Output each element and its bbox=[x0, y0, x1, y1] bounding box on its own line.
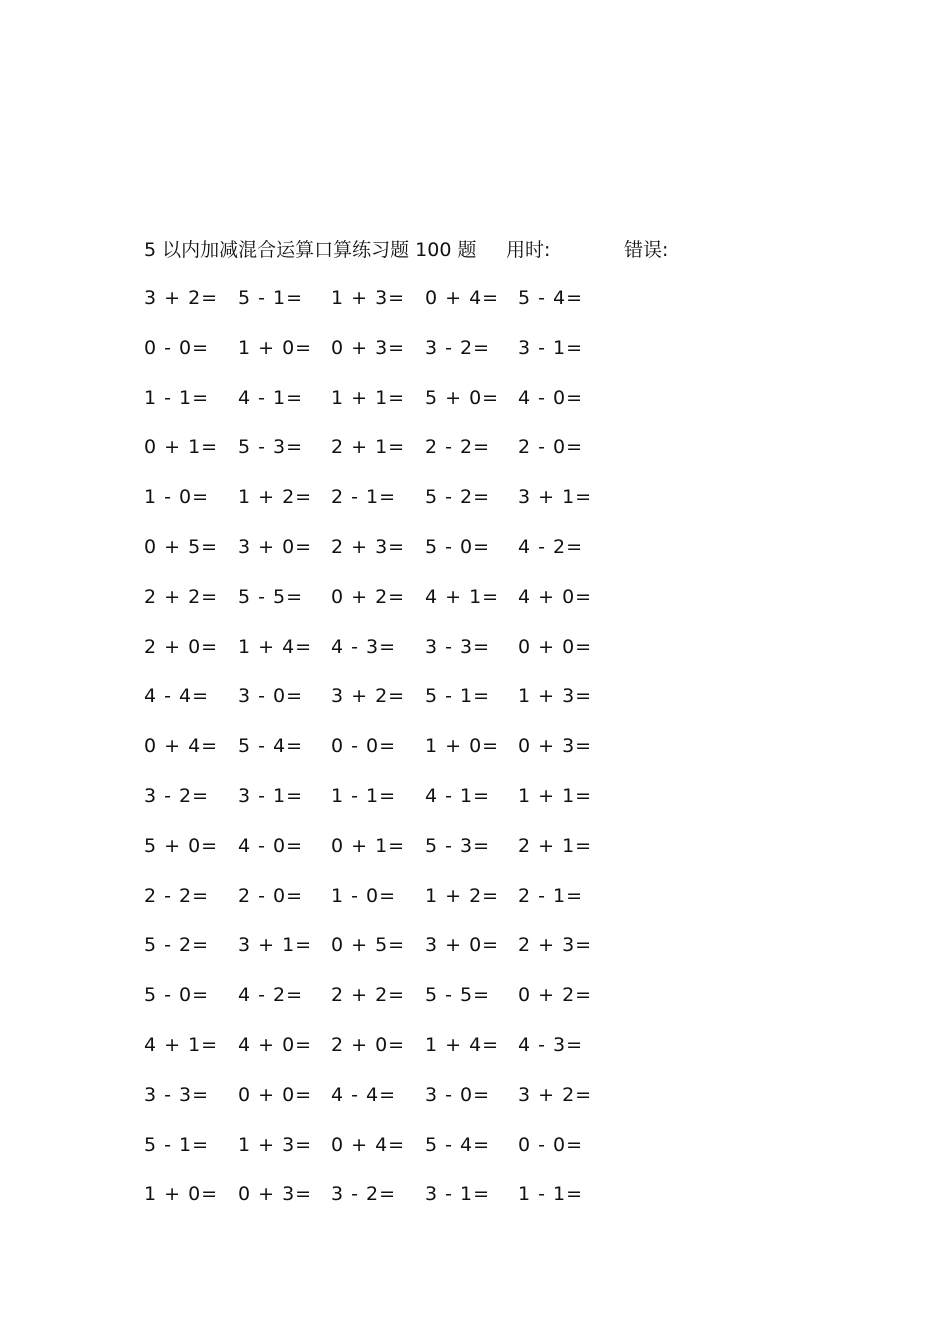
arithmetic-problem: 2 + 0= bbox=[331, 1033, 406, 1056]
arithmetic-problem: 1 - 0= bbox=[144, 486, 210, 509]
arithmetic-problem: 1 + 4= bbox=[238, 635, 313, 658]
arithmetic-problem: 3 + 2= bbox=[144, 287, 219, 309]
arithmetic-problem: 1 + 3= bbox=[238, 1133, 313, 1156]
arithmetic-problem: 5 - 0= bbox=[425, 535, 491, 558]
problem-row bbox=[144, 284, 624, 334]
arithmetic-problem: 5 - 0= bbox=[144, 984, 210, 1007]
arithmetic-problem: 2 + 3= bbox=[331, 535, 406, 558]
arithmetic-problem: 5 - 2= bbox=[144, 934, 210, 957]
arithmetic-problem: 2 - 1= bbox=[518, 884, 584, 907]
problem-row bbox=[144, 483, 624, 533]
problem-row bbox=[144, 1180, 624, 1230]
errors-label: 错误: bbox=[624, 239, 669, 261]
problem-row bbox=[144, 1031, 624, 1081]
problem-row bbox=[144, 433, 624, 483]
arithmetic-problem: 5 - 5= bbox=[238, 585, 304, 608]
time-used-label: 用时: bbox=[506, 239, 551, 261]
problem-grid bbox=[144, 284, 624, 1230]
problem-row bbox=[144, 334, 624, 384]
arithmetic-problem: 0 + 3= bbox=[331, 336, 406, 359]
problem-row bbox=[144, 981, 624, 1031]
arithmetic-problem: 5 - 1= bbox=[238, 287, 304, 309]
problem-row bbox=[144, 931, 624, 981]
arithmetic-problem: 2 + 1= bbox=[518, 834, 593, 857]
arithmetic-problem: 1 - 1= bbox=[331, 784, 397, 807]
arithmetic-problem: 0 + 0= bbox=[518, 635, 593, 658]
arithmetic-problem: 4 - 4= bbox=[331, 1083, 397, 1106]
arithmetic-problem: 1 + 1= bbox=[331, 386, 406, 409]
arithmetic-problem: 4 - 1= bbox=[238, 386, 304, 409]
arithmetic-problem: 5 - 5= bbox=[425, 984, 491, 1007]
arithmetic-problem: 1 + 2= bbox=[425, 884, 500, 907]
problem-row bbox=[144, 583, 624, 633]
arithmetic-problem: 4 - 3= bbox=[331, 635, 397, 658]
arithmetic-problem: 0 - 0= bbox=[144, 336, 210, 359]
arithmetic-problem: 2 - 0= bbox=[518, 436, 584, 459]
worksheet-title: 5 以内加减混合运算口算练习题 100 题 bbox=[144, 239, 477, 261]
arithmetic-problem: 4 + 1= bbox=[425, 585, 500, 608]
arithmetic-problem: 0 + 5= bbox=[331, 934, 406, 957]
problem-row bbox=[144, 533, 624, 583]
arithmetic-problem: 0 + 3= bbox=[518, 735, 593, 758]
arithmetic-problem: 5 - 4= bbox=[425, 1133, 491, 1156]
arithmetic-problem: 3 + 2= bbox=[331, 685, 406, 708]
arithmetic-problem: 4 + 0= bbox=[238, 1033, 313, 1056]
arithmetic-problem: 3 + 2= bbox=[518, 1083, 593, 1106]
arithmetic-problem: 4 - 0= bbox=[238, 834, 304, 857]
arithmetic-problem: 1 + 3= bbox=[518, 685, 593, 708]
arithmetic-problem: 1 + 4= bbox=[425, 1033, 500, 1056]
arithmetic-problem: 0 + 1= bbox=[331, 834, 406, 857]
problem-row bbox=[144, 1131, 624, 1181]
arithmetic-problem: 3 - 3= bbox=[425, 635, 491, 658]
problem-row bbox=[144, 1081, 624, 1131]
arithmetic-problem: 3 - 1= bbox=[238, 784, 304, 807]
arithmetic-problem: 0 + 4= bbox=[144, 735, 219, 758]
arithmetic-problem: 5 - 4= bbox=[518, 287, 584, 309]
arithmetic-problem: 3 - 2= bbox=[144, 784, 210, 807]
arithmetic-problem: 2 - 2= bbox=[144, 884, 210, 907]
arithmetic-problem: 5 - 3= bbox=[425, 834, 491, 857]
arithmetic-problem: 3 - 1= bbox=[425, 1183, 491, 1206]
arithmetic-problem: 4 - 3= bbox=[518, 1033, 584, 1056]
arithmetic-problem: 3 - 0= bbox=[238, 685, 304, 708]
problem-row bbox=[144, 782, 624, 832]
arithmetic-problem: 1 + 0= bbox=[144, 1183, 219, 1206]
arithmetic-problem: 1 - 1= bbox=[144, 386, 210, 409]
problem-row bbox=[144, 633, 624, 683]
arithmetic-problem: 2 - 0= bbox=[238, 884, 304, 907]
problem-row bbox=[144, 682, 624, 732]
problem-row bbox=[144, 882, 624, 932]
arithmetic-problem: 0 - 0= bbox=[331, 735, 397, 758]
arithmetic-problem: 0 + 3= bbox=[238, 1183, 313, 1206]
problem-row bbox=[144, 732, 624, 782]
arithmetic-problem: 5 - 4= bbox=[238, 735, 304, 758]
arithmetic-problem: 4 + 0= bbox=[518, 585, 593, 608]
arithmetic-problem: 3 + 0= bbox=[238, 535, 313, 558]
arithmetic-problem: 1 - 0= bbox=[331, 884, 397, 907]
arithmetic-problem: 2 - 2= bbox=[425, 436, 491, 459]
arithmetic-problem: 3 + 1= bbox=[238, 934, 313, 957]
arithmetic-problem: 1 + 1= bbox=[518, 784, 593, 807]
arithmetic-problem: 0 + 2= bbox=[331, 585, 406, 608]
arithmetic-problem: 3 + 0= bbox=[425, 934, 500, 957]
arithmetic-problem: 2 + 1= bbox=[331, 436, 406, 459]
arithmetic-problem: 3 - 2= bbox=[425, 336, 491, 359]
problem-row bbox=[144, 384, 624, 434]
arithmetic-problem: 0 + 5= bbox=[144, 535, 219, 558]
arithmetic-problem: 0 + 2= bbox=[518, 984, 593, 1007]
arithmetic-problem: 4 - 4= bbox=[144, 685, 210, 708]
arithmetic-problem: 1 + 2= bbox=[238, 486, 313, 509]
arithmetic-problem: 4 + 1= bbox=[144, 1033, 219, 1056]
arithmetic-problem: 5 - 1= bbox=[425, 685, 491, 708]
arithmetic-problem: 5 - 1= bbox=[144, 1133, 210, 1156]
arithmetic-problem: 3 - 2= bbox=[331, 1183, 397, 1206]
arithmetic-problem: 4 - 2= bbox=[238, 984, 304, 1007]
arithmetic-problem: 3 - 1= bbox=[518, 336, 584, 359]
arithmetic-problem: 0 - 0= bbox=[518, 1133, 584, 1156]
arithmetic-problem: 2 + 3= bbox=[518, 934, 593, 957]
arithmetic-problem: 4 - 1= bbox=[425, 784, 491, 807]
arithmetic-problem: 0 + 4= bbox=[331, 1133, 406, 1156]
arithmetic-problem: 2 + 0= bbox=[144, 635, 219, 658]
arithmetic-problem: 0 + 1= bbox=[144, 436, 219, 459]
arithmetic-problem: 2 - 1= bbox=[331, 486, 397, 509]
arithmetic-problem: 4 - 0= bbox=[518, 386, 584, 409]
problem-row bbox=[144, 832, 624, 882]
arithmetic-problem: 1 + 0= bbox=[238, 336, 313, 359]
arithmetic-problem: 0 + 4= bbox=[425, 287, 500, 309]
arithmetic-problem: 5 - 3= bbox=[238, 436, 304, 459]
arithmetic-problem: 3 - 3= bbox=[144, 1083, 210, 1106]
arithmetic-problem: 0 + 0= bbox=[238, 1083, 313, 1106]
arithmetic-problem: 2 + 2= bbox=[144, 585, 219, 608]
arithmetic-problem: 4 - 2= bbox=[518, 535, 584, 558]
arithmetic-problem: 5 + 0= bbox=[144, 834, 219, 857]
arithmetic-problem: 1 - 1= bbox=[518, 1183, 584, 1206]
arithmetic-problem: 5 - 2= bbox=[425, 486, 491, 509]
arithmetic-problem: 3 + 1= bbox=[518, 486, 593, 509]
arithmetic-problem: 1 + 0= bbox=[425, 735, 500, 758]
arithmetic-problem: 3 - 0= bbox=[425, 1083, 491, 1106]
worksheet-header bbox=[144, 236, 844, 264]
arithmetic-problem: 1 + 3= bbox=[331, 287, 406, 309]
arithmetic-problem: 2 + 2= bbox=[331, 984, 406, 1007]
arithmetic-problem: 5 + 0= bbox=[425, 386, 500, 409]
